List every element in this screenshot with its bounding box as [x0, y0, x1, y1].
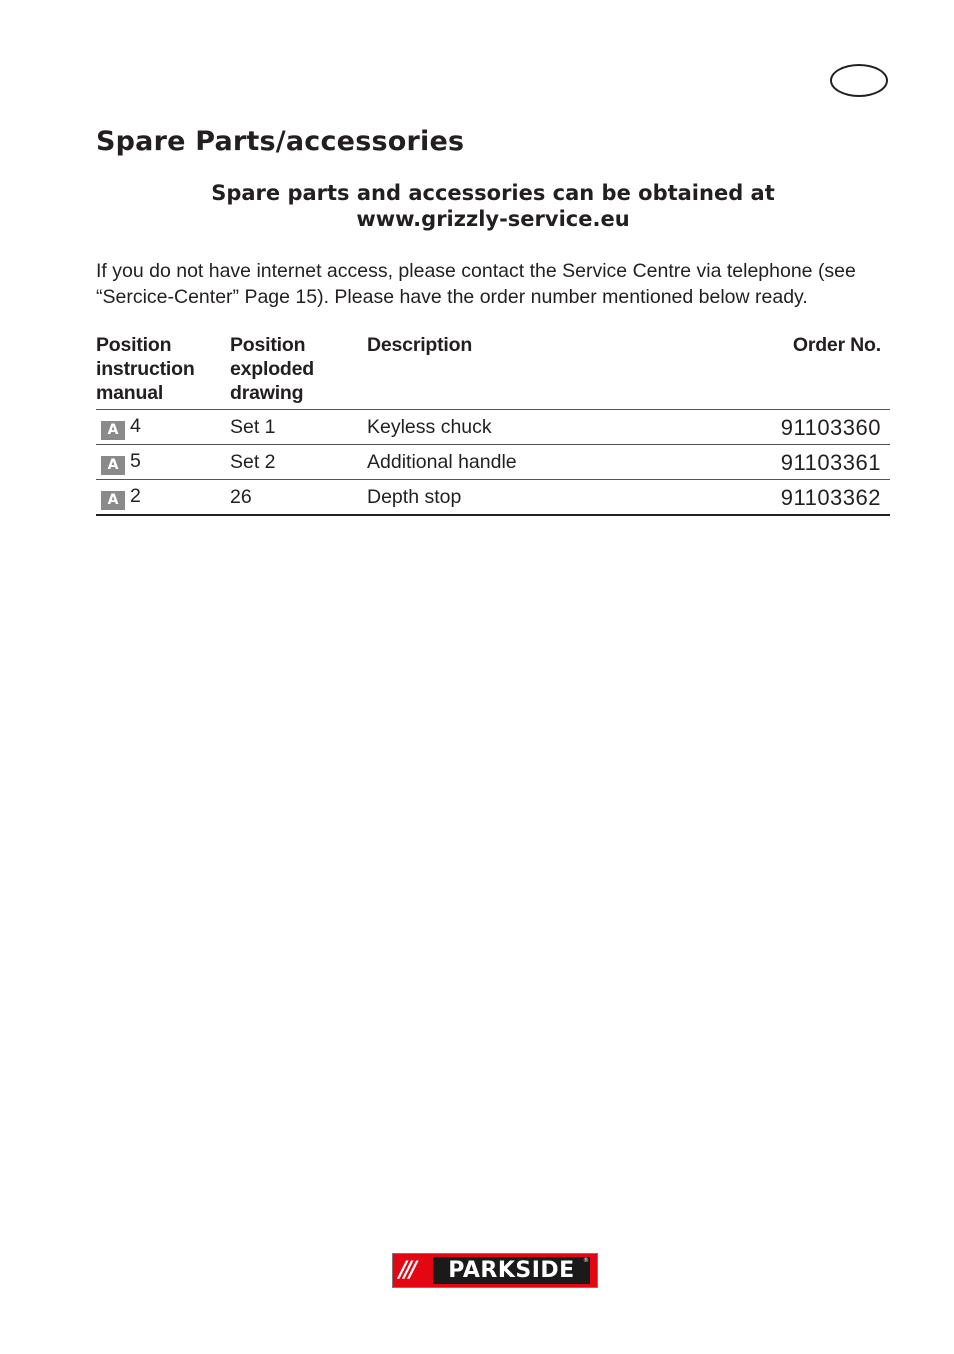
- table-row: [96, 480, 890, 516]
- intro-paragraph: If you do not have internet access, please contact the Service Centre via telephone (see “Sercice-Center” Page 15). Please have the order number mentioned below ready.: [96, 260, 856, 308]
- position-cell: [96, 445, 230, 480]
- position-number: 4: [130, 415, 141, 437]
- header-position-manual: Position instruction manual: [96, 333, 230, 410]
- order-number-cell: 91103362: [669, 480, 890, 516]
- order-number-cell: 91103361: [669, 445, 890, 480]
- position-number: 2: [130, 485, 141, 507]
- header-position-drawing: Position exploded drawing: [230, 333, 367, 410]
- table-row: [96, 445, 890, 480]
- spare-parts-table: [96, 333, 890, 516]
- language-badge: [830, 64, 888, 97]
- header-description: Description: [367, 333, 669, 410]
- notice-line-1: Spare parts and accessories can be obtained at: [211, 181, 775, 205]
- figure-marker: A: [101, 421, 125, 440]
- page-title: Spare Parts/accessories: [96, 126, 465, 157]
- header-order-no: Order No.: [669, 333, 890, 410]
- figure-marker: A: [101, 456, 125, 475]
- description-cell: Keyless chuck: [367, 410, 669, 445]
- description-cell: Additional handle: [367, 445, 669, 480]
- exploded-cell: 26: [230, 480, 367, 516]
- position-cell: [96, 410, 230, 445]
- logo-panel: [433, 1257, 590, 1284]
- description-cell: Depth stop: [367, 480, 669, 516]
- notice-website: www.grizzly-service.eu: [356, 207, 630, 231]
- figure-marker: A: [101, 491, 125, 510]
- order-number-cell: 91103360: [669, 410, 890, 445]
- logo-brand: PARKSIDE: [448, 1258, 575, 1283]
- exploded-cell: Set 1: [230, 410, 367, 445]
- logo-slashes: ///: [399, 1258, 415, 1283]
- position-cell: [96, 480, 230, 516]
- exploded-cell: Set 2: [230, 445, 367, 480]
- registered-mark: ®: [583, 1257, 589, 1264]
- position-number: 5: [130, 450, 141, 472]
- table-row: [96, 410, 890, 445]
- parkside-logo: [392, 1253, 598, 1288]
- table-header-row: [96, 333, 890, 410]
- spare-parts-notice: [96, 180, 890, 232]
